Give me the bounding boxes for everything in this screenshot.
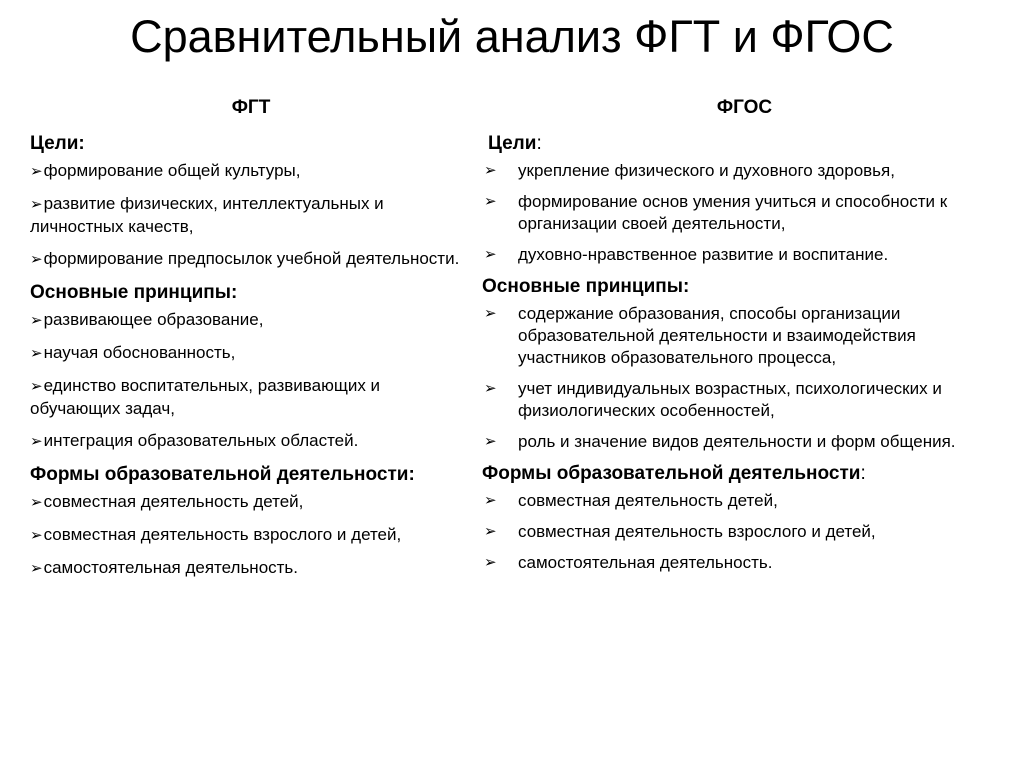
- fgos-goals-heading: Цели:: [488, 133, 542, 154]
- arrow-bullet-icon: ➢: [30, 527, 43, 544]
- list-item: ➢ формирование основ умения учиться и способности к организации своей деятельности,: [484, 192, 948, 233]
- list-item: ➢развивающее образование,: [30, 310, 264, 329]
- arrow-bullet-icon: ➢: [30, 163, 43, 180]
- fgt-column-header: ФГТ: [231, 97, 271, 118]
- fgos-column-header: ФГОС: [716, 97, 773, 118]
- arrow-bullet-icon: ➢: [484, 380, 497, 397]
- arrow-bullet-icon: ➢: [484, 246, 497, 263]
- arrow-bullet-icon: ➢: [484, 433, 497, 450]
- list-item: ➢ совместная деятельность взрослого и детей,: [484, 522, 876, 541]
- fgos-principles-list: [482, 303, 1007, 453]
- page-title: Сравнительный анализ ФГТ и ФГОС: [130, 11, 894, 62]
- fgos-forms-heading: Формы образовательной деятельности:: [482, 463, 866, 484]
- list-item: ➢формирование предпосылок учебной деятельности.: [30, 249, 460, 268]
- list-item: ➢совместная деятельность детей,: [30, 492, 304, 511]
- arrow-bullet-icon: ➢: [484, 193, 497, 210]
- list-item: ➢самостоятельная деятельность.: [30, 558, 299, 577]
- fgos-principles-heading: Основные принципы:: [482, 276, 690, 297]
- list-item: ➢ самостоятельная деятельность.: [484, 553, 773, 572]
- list-item: ➢научая обоснованность,: [30, 343, 236, 362]
- list-item: ➢ содержание образования, способы организации образовательной деятельности и взаимодействия участников образовательного процесса,: [484, 304, 916, 367]
- arrow-bullet-icon: ➢: [484, 162, 497, 179]
- fgt-goals-heading: Цели:: [30, 133, 85, 154]
- list-item: ➢интеграция образовательных областей.: [30, 431, 359, 450]
- fgt-principles-list: [30, 309, 472, 453]
- arrow-bullet-icon: ➢: [30, 560, 43, 577]
- list-item: ➢ укрепление физического и духовного здоровья,: [484, 161, 895, 180]
- arrow-bullet-icon: ➢: [30, 433, 43, 450]
- list-item: ➢единство воспитательных, развивающих и обучающих задач,: [30, 376, 381, 418]
- arrow-bullet-icon: ➢: [484, 523, 497, 540]
- arrow-bullet-icon: ➢: [484, 305, 497, 322]
- list-item: ➢ духовно-нравственное развитие и воспитание.: [484, 245, 889, 264]
- fgt-forms-heading: Формы образовательной деятельности:: [30, 464, 415, 485]
- arrow-bullet-icon: ➢: [30, 251, 43, 268]
- list-item: ➢ совместная деятельность детей,: [484, 491, 778, 510]
- arrow-bullet-icon: ➢: [30, 378, 43, 395]
- fgt-goals-list: [30, 160, 472, 271]
- arrow-bullet-icon: ➢: [30, 196, 43, 213]
- list-item: ➢развитие физических, интеллектуальных и личностных качеств,: [30, 194, 384, 236]
- fgt-principles-heading: Основные принципы:: [30, 282, 238, 303]
- arrow-bullet-icon: ➢: [30, 312, 43, 329]
- fgt-column: [30, 96, 472, 590]
- list-item: ➢ учет индивидуальных возрастных, психологических и физиологических особенностей,: [484, 379, 942, 420]
- arrow-bullet-icon: ➢: [30, 494, 43, 511]
- list-item: ➢ роль и значение видов деятельности и форм общения.: [484, 432, 956, 451]
- fgos-forms-list: [482, 490, 1007, 574]
- list-item: ➢совместная деятельность взрослого и детей,: [30, 525, 402, 544]
- list-item: ➢формирование общей культуры,: [30, 161, 301, 180]
- fgos-goals-list: [482, 160, 1007, 266]
- fgos-column: [482, 96, 1007, 583]
- fgt-forms-list: [30, 491, 472, 580]
- arrow-bullet-icon: ➢: [484, 554, 497, 571]
- arrow-bullet-icon: ➢: [30, 345, 43, 362]
- arrow-bullet-icon: ➢: [484, 492, 497, 509]
